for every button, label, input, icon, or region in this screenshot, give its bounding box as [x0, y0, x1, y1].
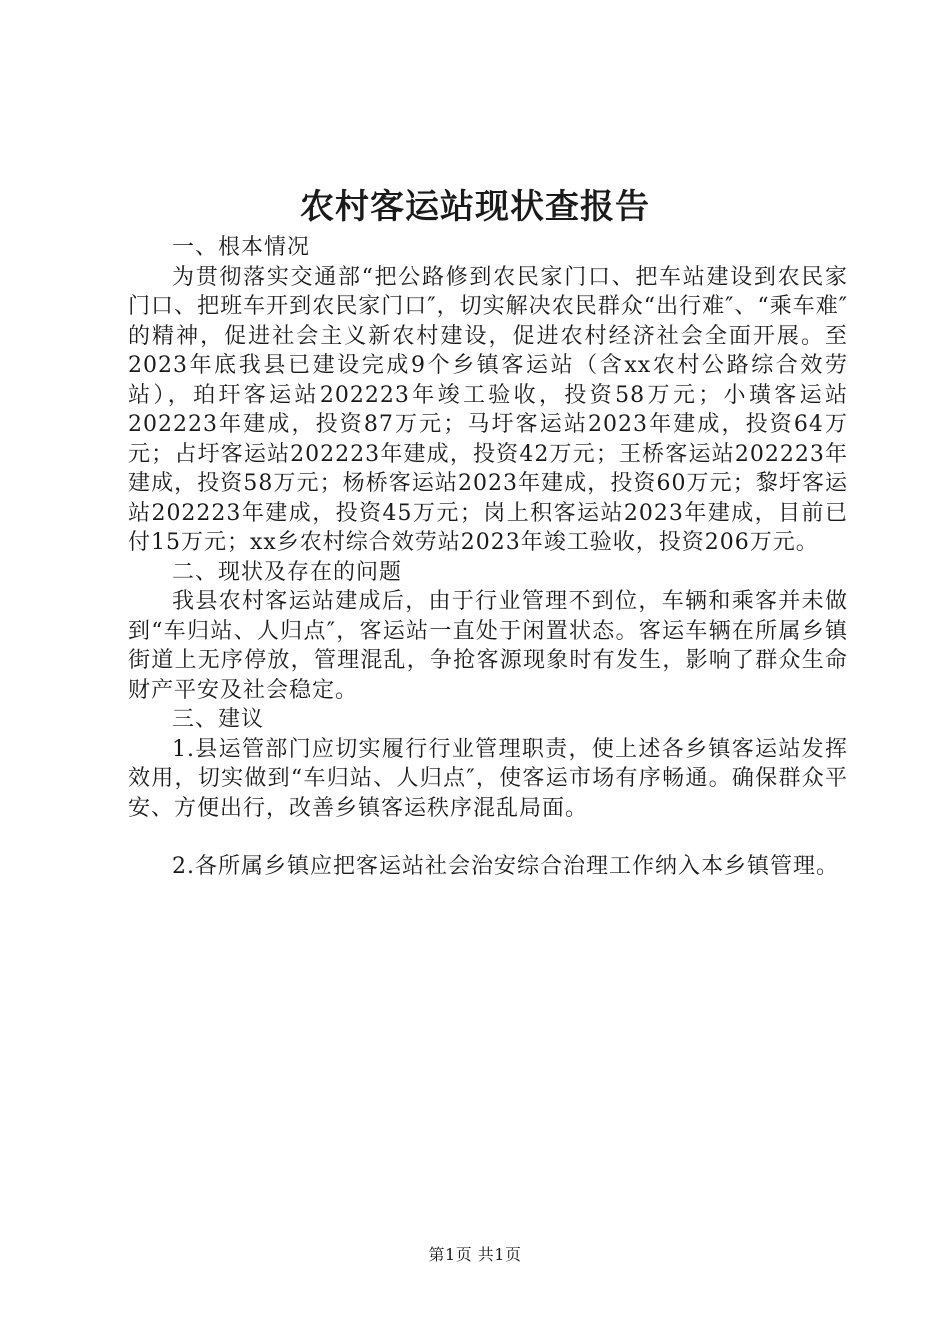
- document-title: 农村客运站现状查报告: [300, 187, 650, 227]
- section-heading-problems: 二、现状及存在的问题: [172, 559, 403, 585]
- section-heading-suggestions: 三、建议: [172, 707, 265, 732]
- paragraph-suggestion-2: 2.各所属乡镇应把客运站社会治安综合治理工作纳入本乡镇管理。: [172, 854, 839, 879]
- section-heading-basic: 一、根本情况: [172, 235, 311, 260]
- paragraph-suggestion-1: 1.县运管部门应切实履行行业管理职责，使上述各乡镇客运站发挥效用，切实做到“车归站、人归点″，使客运市场有序畅通。确保群众平安、方便出行，改善乡镇客运秩序混乱局面。: [128, 736, 848, 821]
- paragraph-problems: 我县农村客运站建成后，由于行业管理不到位，车辆和乘客并未做到“车归站、人归点″，客运站一直处于闲置状态。客运车辆在所属乡镇街道上无序停放，管理混乱，争抢客源现象时有发生，影响了群众生命财产平安及社会稳定。: [128, 589, 848, 703]
- page-number: 第1页 共1页: [428, 1245, 522, 1264]
- paragraph-basic-situation: 为贯彻落实交通部“把公路修到农民家门口、把车站建设到农民家门口、把班车开到农民家门口″，切实解决农民群众“出行难″、“乘车难″的精神，促进社会主义新农村建设，促进农村经济社会全面开展。至2023年底我县已建设完成9个乡镇客运站（含xx农村公路综合效劳站），珀玕客运站202223年竣工验收，投资58万元；小璜客运站202223年建成，投资87万元；马圩客运站2023年建成，投资64万元；占圩客运站202223年建成，投资42万元；王桥客运站202223年建成，投资58万元；杨桥客运站2023年建成，投资60万元；黎圩客运站202223年建成，投资45万元；岗上积客运站2023年建成，目前已付15万元；xx乡农村综合效劳站2023年竣工验收，投资206万元。: [128, 264, 848, 555]
- document-body: [128, 233, 848, 882]
